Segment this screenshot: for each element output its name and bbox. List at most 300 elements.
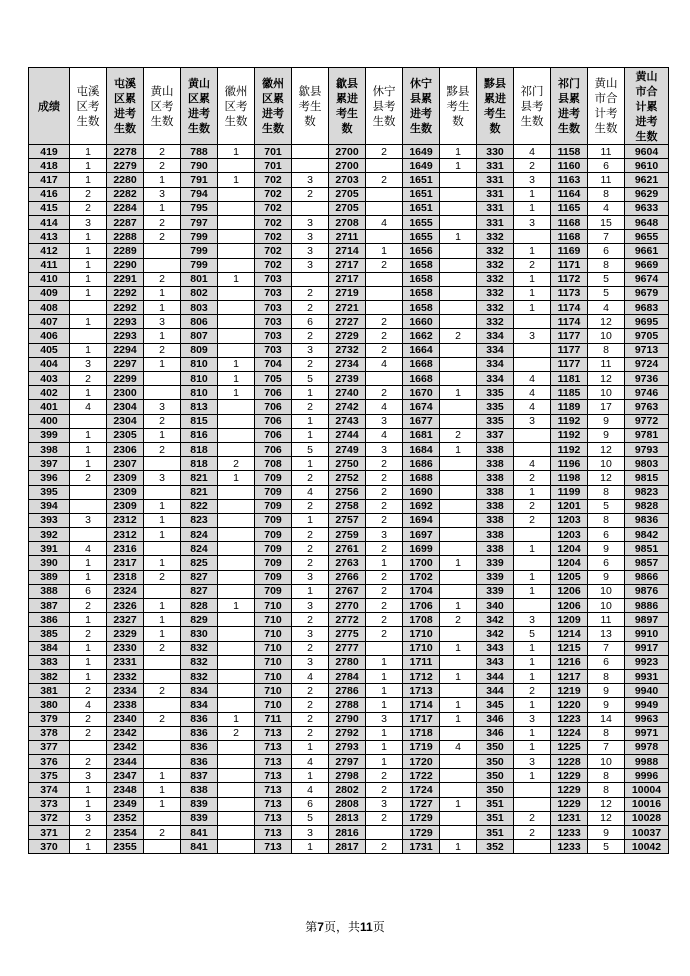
table-cell: 4 xyxy=(440,740,477,754)
table-cell: 2312 xyxy=(107,528,144,542)
table-cell: 2 xyxy=(292,712,329,726)
table-cell xyxy=(218,201,255,215)
table-cell: 9793 xyxy=(625,442,669,456)
table-cell: 2 xyxy=(366,315,403,329)
table-cell xyxy=(440,357,477,371)
table-cell: 3 xyxy=(366,712,403,726)
table-cell: 2 xyxy=(70,755,107,769)
table-cell: 813 xyxy=(181,400,218,414)
table-cell: 806 xyxy=(181,315,218,329)
table-cell: 2705 xyxy=(329,201,366,215)
table-cell: 2729 xyxy=(329,329,366,343)
table-cell xyxy=(218,570,255,584)
table-cell: 2 xyxy=(144,272,181,286)
table-cell: 2 xyxy=(144,684,181,698)
table-cell: 1206 xyxy=(551,599,588,613)
table-cell: 709 xyxy=(255,584,292,598)
column-header xyxy=(551,68,588,145)
column-header xyxy=(144,68,181,145)
table-cell: 2734 xyxy=(329,357,366,371)
table-cell: 1674 xyxy=(403,400,440,414)
table-cell xyxy=(366,826,403,840)
table-cell: 2802 xyxy=(329,783,366,797)
table-cell: 344 xyxy=(477,669,514,683)
table-cell: 1711 xyxy=(403,655,440,669)
table-cell: 790 xyxy=(181,159,218,173)
table-cell: 2 xyxy=(144,159,181,173)
table-cell: 334 xyxy=(477,343,514,357)
table-cell xyxy=(292,201,329,215)
table-cell xyxy=(440,528,477,542)
score-cell: 389 xyxy=(29,570,70,584)
table-cell: 2 xyxy=(292,528,329,542)
table-cell: 824 xyxy=(181,528,218,542)
table-cell xyxy=(218,329,255,343)
table-cell xyxy=(218,315,255,329)
table-cell xyxy=(218,499,255,513)
table-cell: 9842 xyxy=(625,528,669,542)
table-cell: 1 xyxy=(218,372,255,386)
table-cell: 331 xyxy=(477,159,514,173)
table-cell: 12 xyxy=(588,797,625,811)
table-cell: 1710 xyxy=(403,641,440,655)
table-cell: 1 xyxy=(70,315,107,329)
table-cell: 702 xyxy=(255,173,292,187)
table-cell: 1 xyxy=(292,457,329,471)
table-row xyxy=(29,627,669,641)
table-cell xyxy=(440,173,477,187)
score-cell: 416 xyxy=(29,187,70,201)
table-cell: 2813 xyxy=(329,811,366,825)
table-cell: 9621 xyxy=(625,173,669,187)
table-cell xyxy=(144,457,181,471)
table-cell: 2719 xyxy=(329,286,366,300)
table-cell: 9763 xyxy=(625,400,669,414)
table-cell: 2775 xyxy=(329,627,366,641)
table-cell: 2338 xyxy=(107,698,144,712)
table-cell: 1690 xyxy=(403,485,440,499)
table-cell xyxy=(218,442,255,456)
table-cell: 15 xyxy=(588,215,625,229)
table-cell: 816 xyxy=(181,428,218,442)
table-cell: 2788 xyxy=(329,698,366,712)
table-cell xyxy=(218,286,255,300)
table-cell: 342 xyxy=(477,613,514,627)
table-cell xyxy=(366,201,403,215)
table-cell: 1 xyxy=(70,145,107,159)
table-cell: 3 xyxy=(514,712,551,726)
score-cell: 388 xyxy=(29,584,70,598)
table-cell: 2808 xyxy=(329,797,366,811)
table-cell: 2 xyxy=(70,826,107,840)
table-cell: 1708 xyxy=(403,613,440,627)
table-cell: 9669 xyxy=(625,258,669,272)
table-cell: 1 xyxy=(514,584,551,598)
table-cell: 9683 xyxy=(625,301,669,315)
table-cell xyxy=(366,159,403,173)
table-row xyxy=(29,329,669,343)
table-cell: 703 xyxy=(255,343,292,357)
table-cell: 1177 xyxy=(551,329,588,343)
table-cell: 334 xyxy=(477,329,514,343)
table-cell: 2292 xyxy=(107,286,144,300)
table-cell: 710 xyxy=(255,669,292,683)
table-cell: 4 xyxy=(514,386,551,400)
table-cell: 2757 xyxy=(329,513,366,527)
table-cell: 338 xyxy=(477,485,514,499)
table-row xyxy=(29,372,669,386)
table-cell: 710 xyxy=(255,613,292,627)
table-cell xyxy=(218,840,255,854)
table-cell: 2297 xyxy=(107,357,144,371)
score-cell: 384 xyxy=(29,641,70,655)
table-cell: 1168 xyxy=(551,215,588,229)
table-cell: 1670 xyxy=(403,386,440,400)
table-body xyxy=(29,145,669,854)
table-cell xyxy=(440,684,477,698)
table-cell: 6 xyxy=(588,528,625,542)
column-header-label: 屯溪区累进考生数 xyxy=(113,77,136,135)
table-cell xyxy=(440,457,477,471)
table-cell: 350 xyxy=(477,783,514,797)
table-cell: 2 xyxy=(144,826,181,840)
table-cell: 1 xyxy=(292,740,329,754)
table-cell: 1 xyxy=(514,570,551,584)
table-cell: 836 xyxy=(181,726,218,740)
table-cell: 702 xyxy=(255,244,292,258)
table-cell: 1 xyxy=(144,286,181,300)
table-cell: 2 xyxy=(292,641,329,655)
table-cell xyxy=(70,528,107,542)
table-cell: 2355 xyxy=(107,840,144,854)
table-cell: 1 xyxy=(218,145,255,159)
table-cell: 2 xyxy=(366,769,403,783)
table-cell: 1 xyxy=(70,556,107,570)
table-cell: 1164 xyxy=(551,187,588,201)
table-cell: 2282 xyxy=(107,187,144,201)
table-cell: 1 xyxy=(440,712,477,726)
table-cell: 2 xyxy=(514,258,551,272)
table-cell: 2 xyxy=(70,471,107,485)
table-cell: 2290 xyxy=(107,258,144,272)
table-cell: 12 xyxy=(588,442,625,456)
score-cell: 406 xyxy=(29,329,70,343)
table-cell: 5 xyxy=(514,627,551,641)
table-cell: 2 xyxy=(366,513,403,527)
table-cell: 1 xyxy=(366,740,403,754)
table-cell xyxy=(366,641,403,655)
table-cell: 1229 xyxy=(551,797,588,811)
table-cell: 9949 xyxy=(625,698,669,712)
table-row xyxy=(29,513,669,527)
table-cell xyxy=(218,684,255,698)
table-cell: 2 xyxy=(292,613,329,627)
table-cell: 338 xyxy=(477,528,514,542)
table-cell: 2 xyxy=(366,173,403,187)
table-cell: 4 xyxy=(292,669,329,683)
table-cell: 2786 xyxy=(329,684,366,698)
table-cell: 1 xyxy=(144,627,181,641)
table-cell: 834 xyxy=(181,684,218,698)
table-cell: 1 xyxy=(70,655,107,669)
table-cell: 710 xyxy=(255,655,292,669)
table-cell xyxy=(440,258,477,272)
table-cell: 9886 xyxy=(625,599,669,613)
column-header-label: 黄山市合计考生数 xyxy=(594,76,618,135)
table-cell: 9674 xyxy=(625,272,669,286)
table-cell xyxy=(70,301,107,315)
score-cell: 403 xyxy=(29,372,70,386)
column-header xyxy=(514,68,551,145)
table-cell: 1174 xyxy=(551,301,588,315)
table-cell: 2 xyxy=(144,145,181,159)
table-cell: 2 xyxy=(144,712,181,726)
table-cell: 1205 xyxy=(551,570,588,584)
table-cell: 1192 xyxy=(551,414,588,428)
table-cell: 10 xyxy=(588,386,625,400)
table-cell: 9940 xyxy=(625,684,669,698)
table-cell: 331 xyxy=(477,201,514,215)
score-cell: 372 xyxy=(29,811,70,825)
table-cell: 2727 xyxy=(329,315,366,329)
table-cell: 2742 xyxy=(329,400,366,414)
table-cell: 9963 xyxy=(625,712,669,726)
table-cell: 807 xyxy=(181,329,218,343)
table-cell: 1729 xyxy=(403,826,440,840)
table-cell: 710 xyxy=(255,698,292,712)
table-cell: 344 xyxy=(477,684,514,698)
score-cell: 407 xyxy=(29,315,70,329)
table-cell: 7 xyxy=(588,230,625,244)
table-cell: 1 xyxy=(440,669,477,683)
table-cell: 1 xyxy=(70,159,107,173)
table-cell xyxy=(218,613,255,627)
table-cell: 3 xyxy=(144,187,181,201)
table-cell: 9713 xyxy=(625,343,669,357)
table-cell: 3 xyxy=(70,513,107,527)
table-cell: 701 xyxy=(255,145,292,159)
table-row xyxy=(29,400,669,414)
table-cell: 709 xyxy=(255,556,292,570)
score-cell: 374 xyxy=(29,783,70,797)
table-row xyxy=(29,599,669,613)
table-cell: 11 xyxy=(588,357,625,371)
table-cell: 1201 xyxy=(551,499,588,513)
table-cell: 2312 xyxy=(107,513,144,527)
table-cell: 2750 xyxy=(329,457,366,471)
table-cell: 824 xyxy=(181,542,218,556)
score-cell: 411 xyxy=(29,258,70,272)
table-cell: 332 xyxy=(477,258,514,272)
table-cell: 3 xyxy=(292,343,329,357)
table-cell: 810 xyxy=(181,386,218,400)
table-cell: 1 xyxy=(70,230,107,244)
table-cell xyxy=(440,499,477,513)
table-cell xyxy=(218,244,255,258)
table-cell: 1 xyxy=(514,187,551,201)
table-cell: 1729 xyxy=(403,811,440,825)
table-cell xyxy=(218,542,255,556)
table-cell xyxy=(440,755,477,769)
table-cell: 1 xyxy=(514,201,551,215)
table-cell xyxy=(70,740,107,754)
table-cell xyxy=(440,783,477,797)
table-cell: 338 xyxy=(477,499,514,513)
table-cell: 1 xyxy=(440,641,477,655)
table-cell: 1196 xyxy=(551,457,588,471)
table-cell: 837 xyxy=(181,769,218,783)
column-header xyxy=(440,68,477,145)
table-cell: 2700 xyxy=(329,145,366,159)
table-cell xyxy=(218,215,255,229)
table-cell: 2309 xyxy=(107,499,144,513)
table-cell: 797 xyxy=(181,215,218,229)
table-cell: 5 xyxy=(292,442,329,456)
table-cell: 2 xyxy=(292,499,329,513)
table-cell: 4 xyxy=(70,400,107,414)
table-cell: 2793 xyxy=(329,740,366,754)
table-cell: 713 xyxy=(255,783,292,797)
table-cell: 1651 xyxy=(403,187,440,201)
table-cell: 2280 xyxy=(107,173,144,187)
table-row xyxy=(29,684,669,698)
table-cell: 1209 xyxy=(551,613,588,627)
table-cell: 1 xyxy=(366,655,403,669)
score-cell: 379 xyxy=(29,712,70,726)
table-cell: 709 xyxy=(255,471,292,485)
column-header-label: 黄山市合计累进考生数 xyxy=(635,69,658,143)
table-cell xyxy=(440,769,477,783)
table-cell: 10016 xyxy=(625,797,669,811)
table-cell: 1664 xyxy=(403,343,440,357)
table-cell: 1658 xyxy=(403,286,440,300)
table-cell: 2700 xyxy=(329,159,366,173)
table-row xyxy=(29,315,669,329)
table-cell: 6 xyxy=(70,584,107,598)
table-cell: 2 xyxy=(292,400,329,414)
table-cell: 713 xyxy=(255,826,292,840)
table-cell: 709 xyxy=(255,499,292,513)
table-cell: 836 xyxy=(181,755,218,769)
table-cell xyxy=(514,442,551,456)
table-row xyxy=(29,414,669,428)
table-cell: 710 xyxy=(255,627,292,641)
table-cell xyxy=(440,414,477,428)
table-cell: 338 xyxy=(477,442,514,456)
table-cell: 1 xyxy=(514,655,551,669)
table-cell: 2 xyxy=(292,684,329,698)
table-cell: 10 xyxy=(588,755,625,769)
table-cell: 10004 xyxy=(625,783,669,797)
table-cell: 9 xyxy=(588,570,625,584)
table-row xyxy=(29,301,669,315)
table-cell: 2 xyxy=(144,442,181,456)
table-cell: 1225 xyxy=(551,740,588,754)
table-cell: 2 xyxy=(514,499,551,513)
score-cell: 377 xyxy=(29,740,70,754)
table-cell: 1 xyxy=(514,641,551,655)
table-cell: 1651 xyxy=(403,201,440,215)
table-cell xyxy=(366,372,403,386)
table-cell: 4 xyxy=(514,457,551,471)
table-cell: 1 xyxy=(514,301,551,315)
table-cell: 4 xyxy=(366,357,403,371)
column-header xyxy=(107,68,144,145)
table-cell xyxy=(144,840,181,854)
table-cell: 3 xyxy=(292,173,329,187)
table-cell: 799 xyxy=(181,244,218,258)
table-cell: 2 xyxy=(366,485,403,499)
table-cell: 343 xyxy=(477,641,514,655)
table-cell: 1 xyxy=(144,513,181,527)
table-row xyxy=(29,457,669,471)
table-cell: 9803 xyxy=(625,457,669,471)
score-cell: 399 xyxy=(29,428,70,442)
table-cell: 1 xyxy=(70,343,107,357)
table-cell: 2 xyxy=(366,145,403,159)
table-cell: 710 xyxy=(255,684,292,698)
table-cell: 839 xyxy=(181,797,218,811)
table-cell xyxy=(144,726,181,740)
table-cell: 818 xyxy=(181,457,218,471)
score-cell: 391 xyxy=(29,542,70,556)
table-cell: 3 xyxy=(292,230,329,244)
table-cell: 2 xyxy=(366,457,403,471)
table-cell: 3 xyxy=(70,811,107,825)
table-cell xyxy=(70,499,107,513)
table-cell: 713 xyxy=(255,840,292,854)
table-cell: 6 xyxy=(588,244,625,258)
table-cell xyxy=(440,272,477,286)
table-row xyxy=(29,187,669,201)
table-cell: 1660 xyxy=(403,315,440,329)
table-cell: 4 xyxy=(514,372,551,386)
table-cell: 3 xyxy=(70,357,107,371)
table-cell: 7 xyxy=(588,740,625,754)
table-cell: 2332 xyxy=(107,669,144,683)
table-cell: 350 xyxy=(477,755,514,769)
table-cell: 2318 xyxy=(107,570,144,584)
table-cell: 2792 xyxy=(329,726,366,740)
table-cell: 1658 xyxy=(403,272,440,286)
table-cell: 795 xyxy=(181,201,218,215)
table-cell: 1668 xyxy=(403,357,440,371)
table-cell: 828 xyxy=(181,599,218,613)
table-cell: 827 xyxy=(181,584,218,598)
table-cell: 9 xyxy=(588,414,625,428)
table-cell xyxy=(144,372,181,386)
table-row xyxy=(29,357,669,371)
table-cell: 3 xyxy=(514,173,551,187)
table-cell: 2317 xyxy=(107,556,144,570)
table-cell: 335 xyxy=(477,414,514,428)
table-cell: 1662 xyxy=(403,329,440,343)
table-cell: 2 xyxy=(366,258,403,272)
table-cell: 706 xyxy=(255,414,292,428)
table-cell: 2304 xyxy=(107,400,144,414)
table-cell: 3 xyxy=(292,627,329,641)
table-cell: 331 xyxy=(477,173,514,187)
table-cell: 1 xyxy=(70,173,107,187)
table-cell xyxy=(218,485,255,499)
table-cell: 1 xyxy=(144,613,181,627)
table-cell: 4 xyxy=(366,428,403,442)
table-cell: 5 xyxy=(588,840,625,854)
table-cell: 9815 xyxy=(625,471,669,485)
score-cell: 375 xyxy=(29,769,70,783)
table-cell: 10 xyxy=(588,457,625,471)
table-cell: 9876 xyxy=(625,584,669,598)
